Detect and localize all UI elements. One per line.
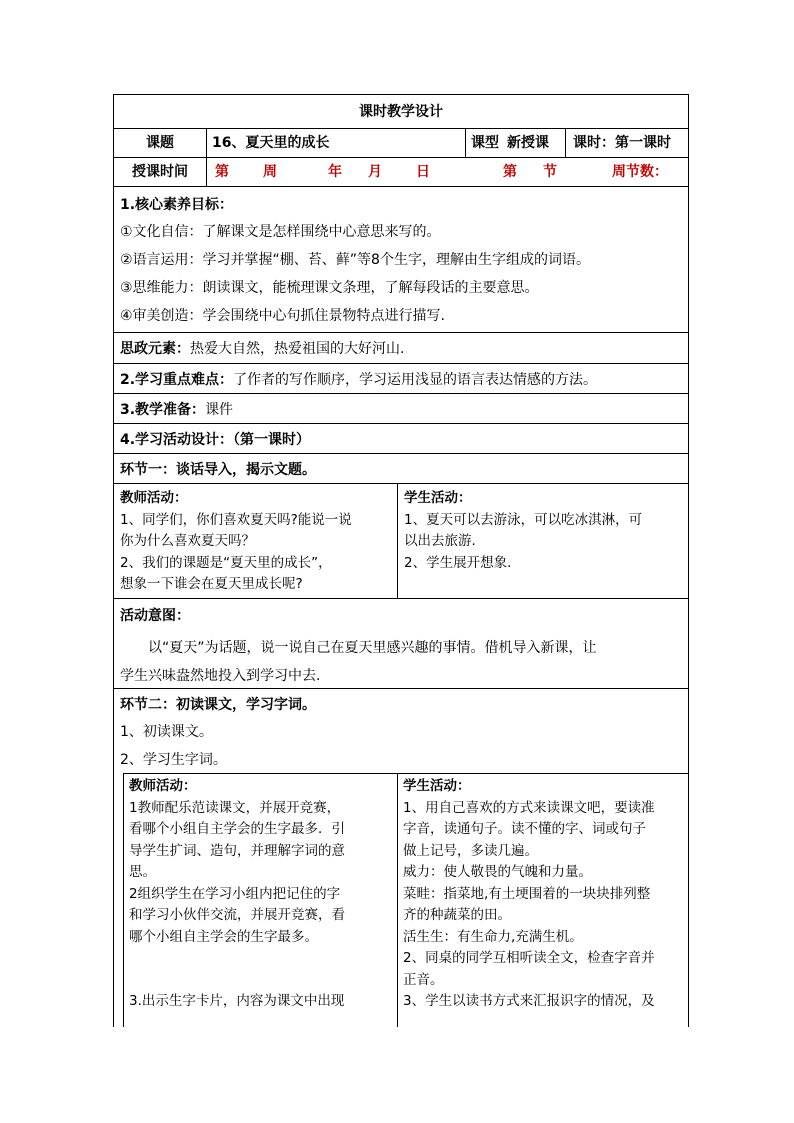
student-activity-line: 活生生：有生命力,充满生机。 bbox=[403, 928, 583, 945]
lesson-plan-table bbox=[113, 94, 689, 1027]
intent-line: 学生兴味盎然地投入到学习中去. bbox=[120, 668, 321, 684]
time-fields bbox=[206, 158, 688, 186]
teacher-activity-line: 你为什么喜欢夏天吗？ bbox=[120, 533, 255, 549]
table-title: 课时教学设计 bbox=[359, 103, 443, 120]
teacher-activity-line: 导学生扩词、造句，并理解字词的意 bbox=[129, 842, 345, 859]
stage1-column-divider bbox=[397, 484, 398, 598]
topic-value: 16、夏天里的成长 bbox=[206, 129, 465, 157]
stage1-activities bbox=[113, 483, 689, 598]
student-activity-line: 正音。 bbox=[403, 971, 444, 988]
stage1-student-column bbox=[404, 488, 642, 574]
teacher-activity-line: 2组织学生在学习小组内把记住的字 bbox=[129, 885, 341, 902]
goals-section bbox=[113, 186, 689, 332]
time-label: 授课时间 bbox=[132, 164, 188, 180]
intent-label: 活动意图： bbox=[120, 608, 190, 624]
title-row bbox=[113, 94, 689, 128]
type-label: 课型 bbox=[471, 135, 499, 151]
teacher-activity-line: 2、我们的课题是“夏天里的成长”， bbox=[120, 554, 332, 571]
time-week-prefix: 第 bbox=[215, 164, 229, 180]
teacher-activity-line bbox=[129, 970, 345, 992]
teacher-activity-line: 思。 bbox=[129, 864, 156, 880]
student-activity-line: 做上记号，多读几遍。 bbox=[403, 842, 538, 859]
teacher-activity-line: 3.出示生字卡片，内容为课文中出现 bbox=[129, 993, 345, 1009]
type-value: 新授课 bbox=[507, 135, 549, 151]
student-activity-line: 3、学生以读书方式来汇报识字的情况，及 bbox=[403, 993, 655, 1009]
stage2-student-column bbox=[403, 776, 655, 1013]
stage2-activity-table bbox=[123, 773, 688, 1027]
intent-section bbox=[113, 598, 689, 688]
teacher-activity-line: 1教师配乐范读课文，并展开竞赛， bbox=[129, 799, 341, 816]
student-activity-line: 齐的种蔬菜的田。 bbox=[403, 907, 511, 923]
key-points-text: 了作者的写作顺序，学习运用浅显的语言表达情感的方法。 bbox=[233, 372, 598, 388]
goal-item: ①文化自信：了解课文是怎样围绕中心意思来写的。 bbox=[120, 224, 441, 240]
student-activity-line: 菜畦：指菜地,有土埂围着的一块块排列整 bbox=[403, 885, 651, 902]
topic-label: 课题 bbox=[146, 135, 174, 151]
ideology-text: 热爱大自然，热爱祖国的大好河山. bbox=[190, 341, 405, 357]
ideology-row bbox=[113, 332, 689, 363]
stage2-step: 2、学习生字词。 bbox=[120, 752, 227, 768]
stage1-teacher-column bbox=[120, 488, 352, 596]
stage2-step: 1、初读课文。 bbox=[120, 724, 213, 740]
stage1-title: 环节一：谈话导入，揭示文题。 bbox=[120, 462, 316, 478]
student-activity-line: 1、用自己喜欢的方式来读课文吧，要读准 bbox=[403, 799, 655, 816]
key-points-row bbox=[113, 363, 689, 393]
teacher-activity-line: 和学习小伙伴交流，并展开竞赛，看 bbox=[129, 907, 345, 923]
teacher-activity-line: 1、同学们，你们喜欢夏天吗?能说一说 bbox=[120, 511, 352, 528]
goal-item: ③思维能力：朗读课文，能梳理课文条理，了解每段话的主要意思。 bbox=[120, 280, 539, 296]
time-week: 周 bbox=[263, 164, 277, 180]
intent-line: 以“夏天”为话题，说一说自己在夏天里感兴趣的事情。借机导入新课，让 bbox=[148, 640, 597, 656]
time-row bbox=[113, 157, 689, 186]
goal-item: ④审美创造：学会围绕中心句抓住景物特点进行描写. bbox=[120, 308, 445, 324]
student-activity-line: 以出去旅游. bbox=[404, 533, 476, 549]
key-points-label: 2.学习重点难点： bbox=[120, 372, 234, 388]
student-activity-line: 1、夏天可以去游泳，可以吃冰淇淋，可 bbox=[404, 511, 643, 528]
time-week-periods: 周节数： bbox=[612, 164, 668, 180]
teacher-activity-line: 看哪个小组自主学会的生字最多．引 bbox=[129, 821, 345, 837]
time-day: 日 bbox=[416, 164, 430, 180]
goal-item: ②语言运用：学习并掌握“棚、苔、藓”等8个生字，理解由生字组成的词语。 bbox=[120, 252, 590, 268]
lesson-type bbox=[465, 129, 565, 157]
time-year: 年 bbox=[328, 164, 342, 180]
student-activity-line: 字音，读通句子。读不懂的字、词或句子 bbox=[403, 821, 646, 837]
stage2-title: 环节二：初读课文，学习字词。 bbox=[120, 697, 316, 713]
teacher-activity-line: 哪个小组自主学会的生字最多。 bbox=[129, 928, 318, 945]
student-activity-line: 2、同桌的同学互相听读全文，检查字音并 bbox=[403, 950, 655, 966]
time-month: 月 bbox=[368, 164, 382, 180]
stage1-title-row bbox=[113, 453, 689, 483]
time-session: 节 bbox=[543, 164, 557, 180]
teacher-activity-line: 想象一下谁会在夏天里成长呢? bbox=[120, 576, 303, 592]
activity-design-heading: 4.学习活动设计：（第一课时） bbox=[120, 432, 311, 448]
teacher-activity-label: 教师活动： bbox=[120, 490, 188, 506]
stage2-column-divider bbox=[397, 774, 398, 1027]
student-activity-line: 2、学生展开想象. bbox=[404, 554, 512, 571]
prep-text: 课件 bbox=[205, 402, 234, 418]
teacher-activity-line bbox=[129, 948, 345, 970]
teacher-activity-label: 教师活动： bbox=[129, 778, 197, 794]
student-activity-line: 威力：使人敬畏的气魄和力量。 bbox=[403, 864, 592, 880]
topic-row bbox=[113, 128, 689, 157]
stage2-teacher-column bbox=[129, 776, 345, 1013]
stage2-section bbox=[113, 688, 689, 1027]
goals-heading: 1.核心素养目标： bbox=[120, 197, 234, 213]
student-activity-label: 学生活动： bbox=[403, 778, 471, 794]
prep-label: 3.教学准备： bbox=[120, 402, 206, 418]
student-activity-label: 学生活动： bbox=[404, 490, 472, 506]
time-session-prefix: 第 bbox=[503, 164, 517, 180]
ideology-label: 思政元素： bbox=[120, 341, 190, 357]
activity-design-row bbox=[113, 423, 689, 453]
prep-row bbox=[113, 393, 689, 423]
lesson-period: 课时：第一课时 bbox=[565, 129, 689, 157]
